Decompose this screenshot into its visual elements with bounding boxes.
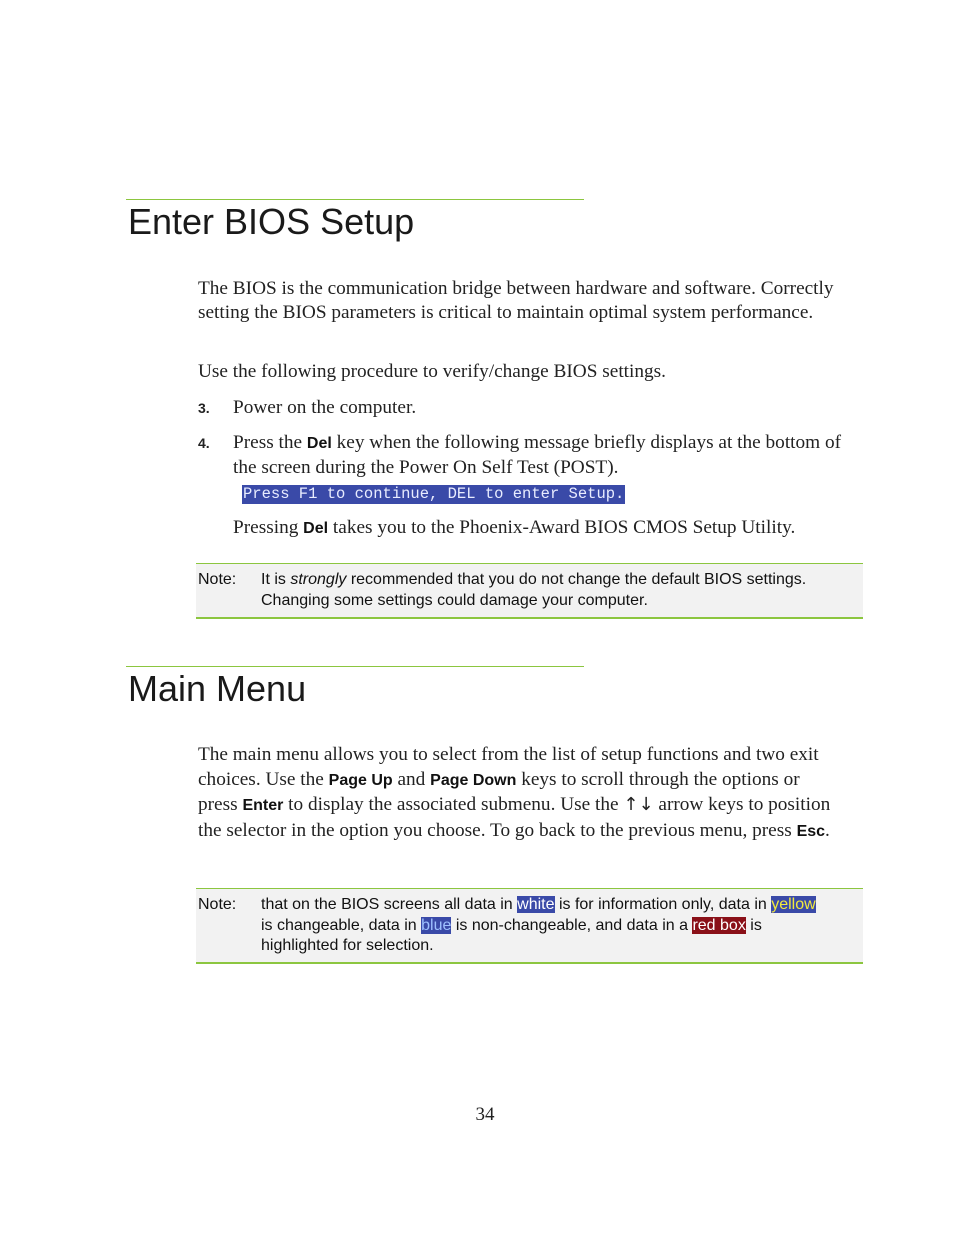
note-emphasis: strongly [290, 571, 347, 588]
pressing-del-text [233, 516, 865, 541]
note-text-part: is for information only, data in [554, 896, 772, 913]
note-text-part: is changeable, data in [261, 916, 422, 934]
note-label: Note: [198, 896, 237, 913]
post-message: Press F1 to continue, DEL to enter Setup. [243, 485, 625, 503]
key-del: Del [306, 435, 332, 452]
procedure-paragraph: Use the following procedure to verify/change BIOS settings. [198, 361, 666, 382]
text-part: takes you to the Phoenix-Award BIOS CMOS Setup Utility. [328, 517, 796, 538]
highlight-white: white [517, 896, 555, 913]
step-text [233, 431, 865, 480]
note-box [196, 563, 863, 619]
arrow-keys-icon: ↑↓ [623, 794, 654, 816]
section-title-main-menu: Main Menu [128, 668, 307, 709]
text-part: to display the associated submenu. Use the [283, 794, 624, 816]
note-box [196, 888, 863, 964]
note-text-part: is highlighted for selection. [261, 916, 762, 954]
highlight-yellow: yellow [771, 896, 816, 913]
step-number: 3. [198, 400, 210, 416]
text-part: Pressing [233, 517, 304, 538]
key-del: Del [303, 520, 329, 537]
key-page-up: Page Up [328, 771, 393, 789]
text-part: arrow keys to position the selector in the option you choose. To go back to the previous menu, press [198, 794, 831, 841]
highlight-red-box: red box [692, 916, 746, 934]
step-text: Power on the computer. [233, 397, 417, 418]
step-text-part: Press the [233, 432, 307, 453]
section-rule [126, 199, 584, 200]
note-text-part: that on the BIOS screens all data in [261, 896, 518, 913]
note-text [261, 895, 821, 957]
section-rule [126, 666, 584, 667]
text-part: . [825, 819, 830, 841]
page-number: 34 [475, 1104, 495, 1125]
note-text-part: It is [261, 571, 291, 588]
text-part: keys to scroll through the options or press [198, 768, 800, 816]
main-menu-paragraph [198, 743, 838, 844]
text-part: and [392, 768, 431, 790]
note-label: Note: [198, 571, 237, 588]
note-text-part: recommended that you do not change the default BIOS settings. Changing some settings could damage your computer. [261, 571, 807, 609]
intro-paragraph: The BIOS is the communication bridge between hardware and software. Correctly setting the BIOS parameters is critical to maintain optimal system performance. [198, 278, 834, 323]
note-text-part: is non-changeable, and data in a [451, 916, 693, 934]
key-esc: Esc [796, 822, 826, 840]
step-number: 4. [198, 435, 210, 451]
key-page-down: Page Down [430, 771, 517, 789]
section-title-enter-bios-setup: Enter BIOS Setup [128, 201, 415, 242]
highlight-blue: blue [421, 916, 452, 934]
key-enter: Enter [242, 797, 284, 815]
step-text-part: key when the following message briefly displays at the bottom of the screen during the Power On Self Test (POST). [233, 432, 842, 478]
text-part: The main menu allows you to select from the list of setup functions and two exit choices. Use the [198, 744, 819, 790]
note-text [261, 570, 861, 611]
